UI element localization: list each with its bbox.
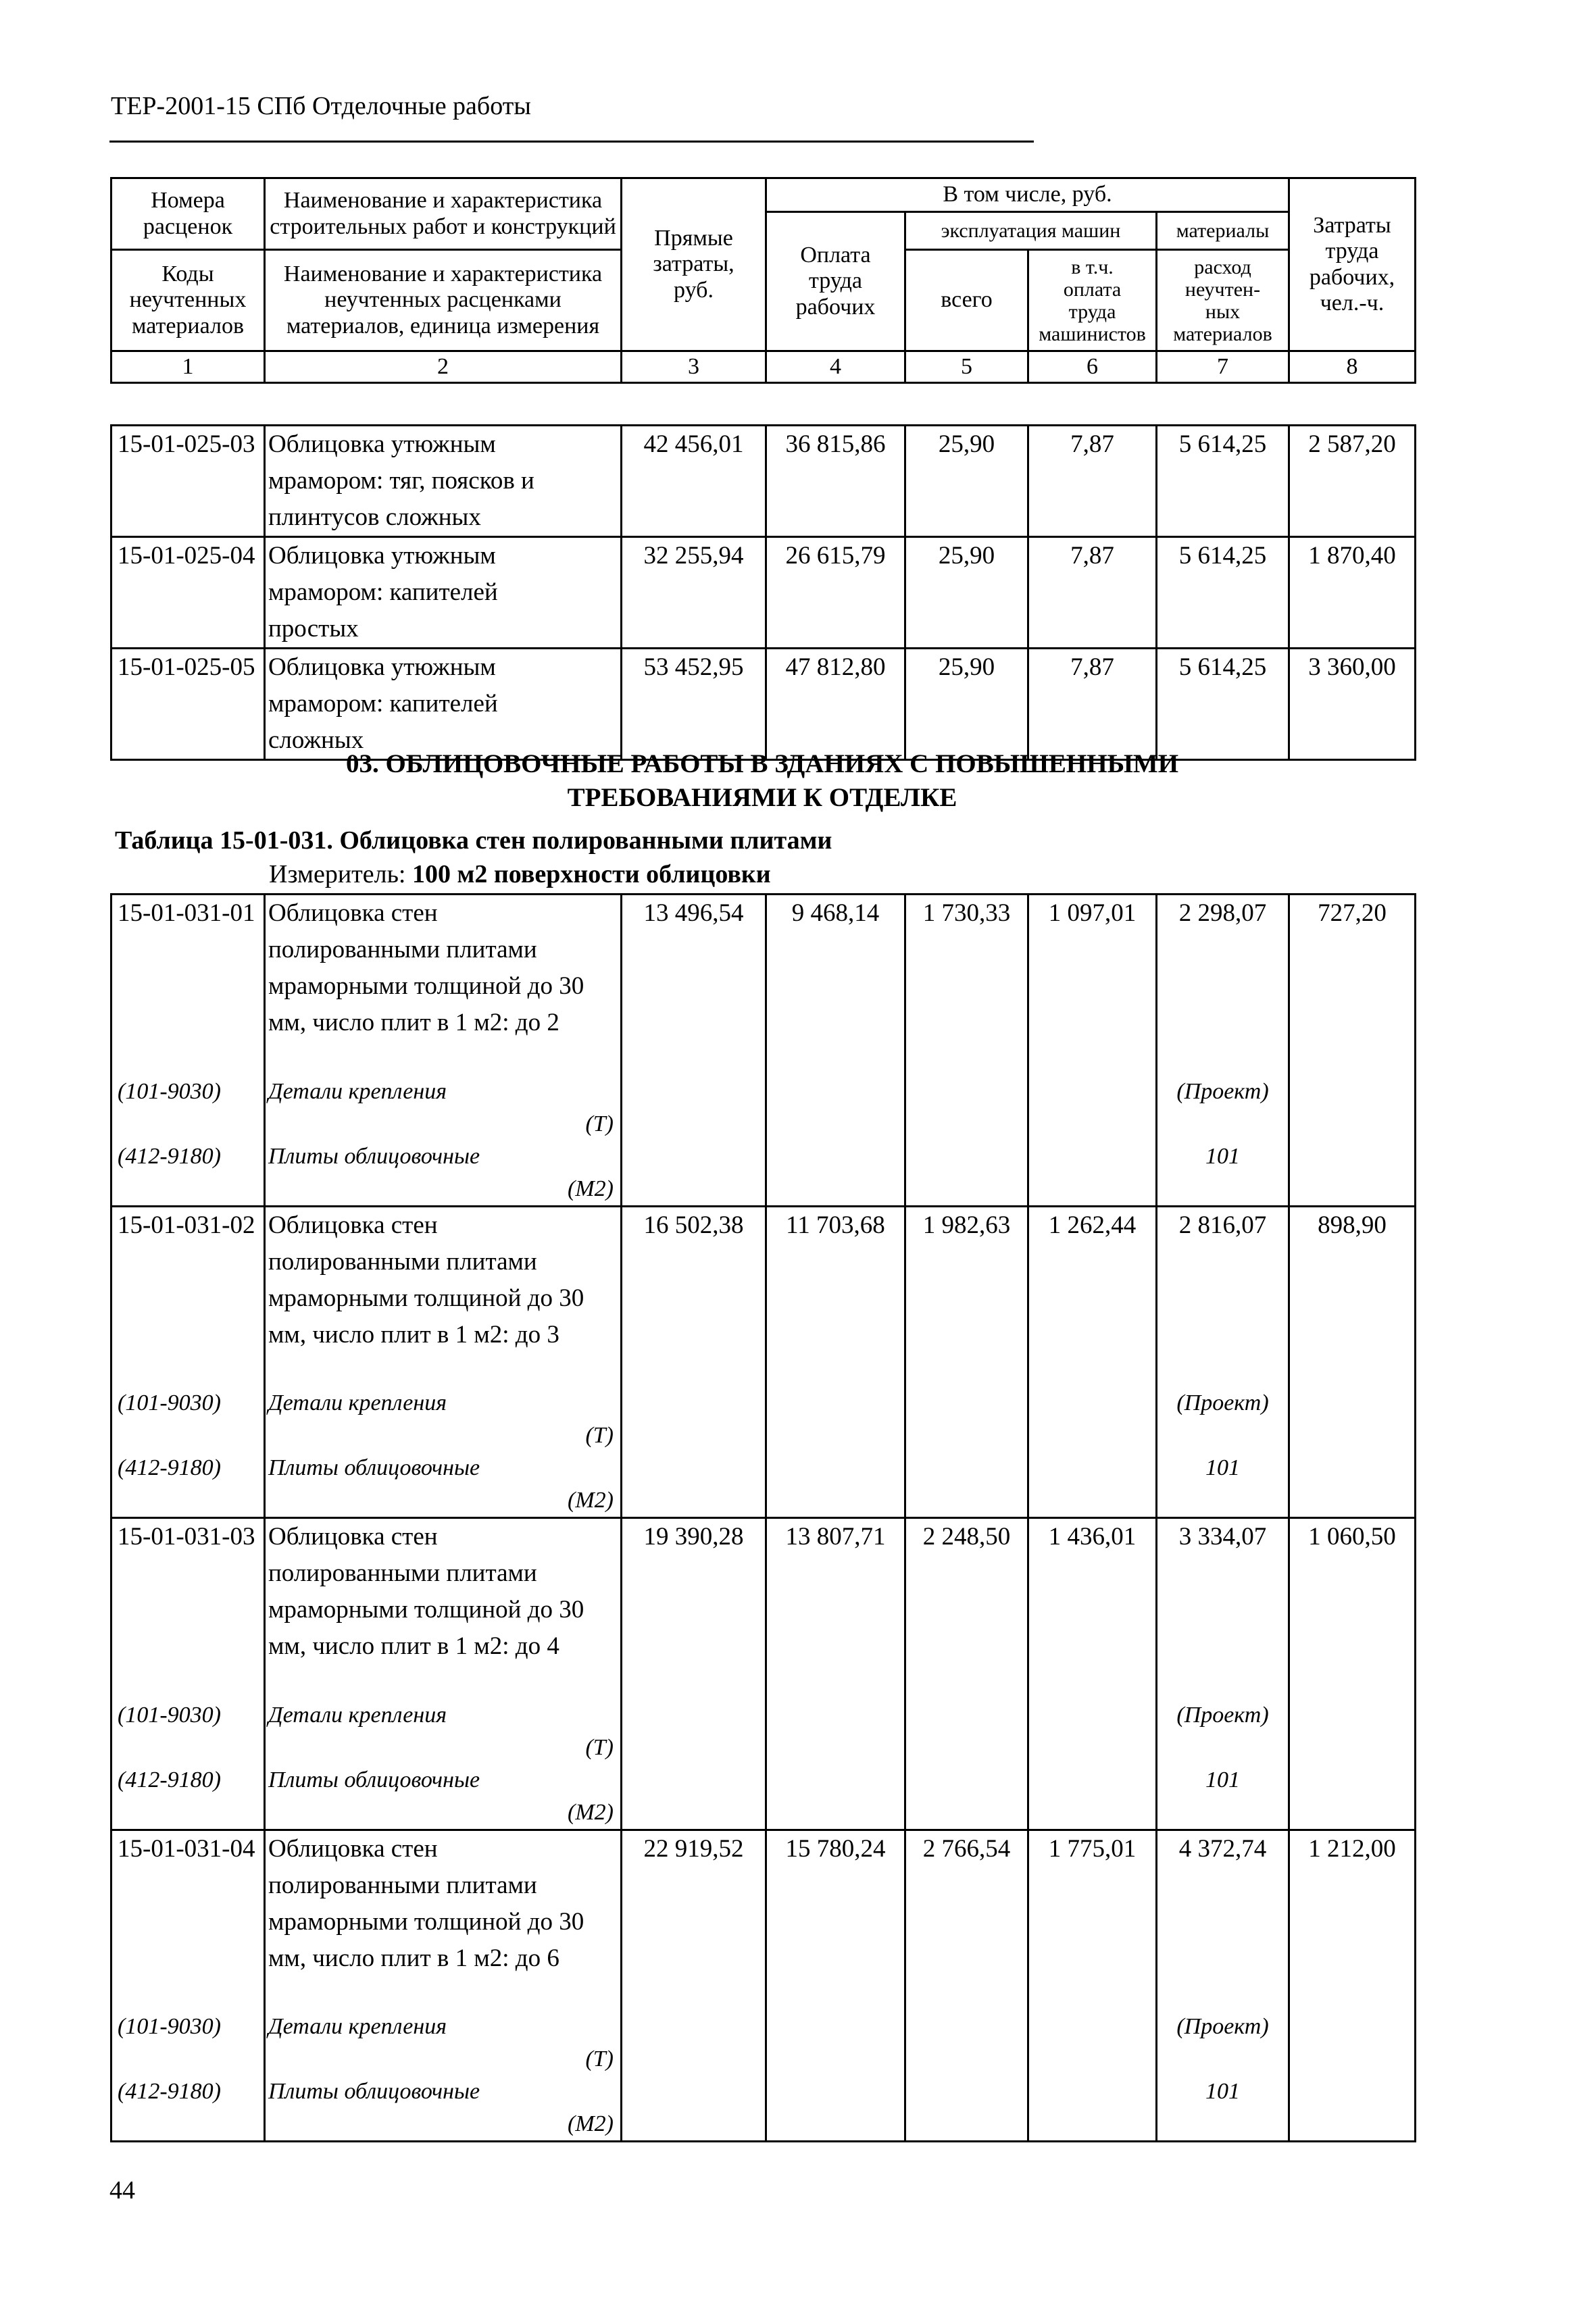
column-header-table	[110, 177, 1416, 384]
material-costs: 5 614,25	[1157, 649, 1289, 760]
material-rows	[111, 1076, 1416, 1207]
page-number: 44	[109, 2176, 135, 2205]
labor-hours: 898,90	[1289, 1206, 1416, 1387]
direct-costs: 19 390,28	[622, 1518, 766, 1699]
table-caption: Таблица 15-01-031. Облицовка стен полированными плитами	[115, 826, 832, 855]
direct-costs: 13 496,54	[622, 895, 766, 1076]
operator-costs: 7,87	[1028, 426, 1157, 537]
material-codes: (101-9030) (412-9180)	[111, 1076, 265, 1207]
section-title-line-2: ТРЕБОВАНИЯМИ К ОТДЕЛКЕ	[567, 783, 957, 812]
labor-hours: 1 212,00	[1289, 1830, 1416, 2011]
material-costs: 4 372,74	[1157, 1830, 1289, 2011]
col6-header: в т.ч. оплата труда машинистов	[1028, 250, 1157, 351]
section-title-line-1: 03. ОБЛИЦОВОЧНЫЕ РАБОТЫ В ЗДАНИЯХ С ПОВЫШЕННЫМИ	[345, 749, 1179, 778]
table-row	[111, 1206, 1416, 1387]
material-costs: 2 298,07	[1157, 895, 1289, 1076]
rate-code: 15-01-025-04	[111, 537, 265, 649]
col1-header-bottom: Коды неучтенных материалов	[111, 250, 265, 351]
material-rows	[111, 1387, 1416, 1518]
material-consumption: (Проект) 101	[1157, 2011, 1289, 2142]
material-consumption: (Проект) 101	[1157, 1076, 1289, 1207]
table-row	[111, 426, 1416, 537]
rate-code: 15-01-025-05	[111, 649, 265, 760]
col-number-1: 1	[111, 351, 265, 383]
rate-name: Облицовка утюжным мрамором: тяг, поясков и плинтусов сложных	[265, 426, 622, 537]
operator-costs: 1 436,01	[1028, 1518, 1157, 1699]
material-codes: (101-9030) (412-9180)	[111, 1699, 265, 1830]
material-consumption: (Проект) 101	[1157, 1699, 1289, 1830]
machine-costs: 2 248,50	[905, 1518, 1028, 1699]
rate-code: 15-01-031-01	[111, 895, 265, 1076]
material-names: Детали крепления (Т) Плиты облицовочные (М2)	[265, 1076, 622, 1207]
labor-costs: 36 815,86	[766, 426, 905, 537]
rate-name: Облицовка стен полированными плитами мраморными толщиной до 30 мм, число плит в 1 м2: до 3	[265, 1206, 622, 1387]
col1-header-top: Номера расценок	[111, 178, 265, 250]
measure-label: Измеритель:	[269, 860, 412, 888]
rate-code: 15-01-031-04	[111, 1830, 265, 2011]
measure-value: 100 м2 поверхности облицовки	[412, 860, 771, 888]
labor-hours: 1 060,50	[1289, 1518, 1416, 1699]
material-names: Детали крепления (Т) Плиты облицовочные (М2)	[265, 1387, 622, 1518]
col-number-6: 6	[1028, 351, 1157, 383]
labor-costs: 47 812,80	[766, 649, 905, 760]
direct-costs: 42 456,01	[622, 426, 766, 537]
labor-costs: 9 468,14	[766, 895, 905, 1076]
rate-name: Облицовка стен полированными плитами мраморными толщиной до 30 мм, число плит в 1 м2: до 6	[265, 1830, 622, 2011]
machine-costs: 25,90	[905, 426, 1028, 537]
rate-code: 15-01-025-03	[111, 426, 265, 537]
material-costs: 2 816,07	[1157, 1206, 1289, 1387]
material-codes: (101-9030) (412-9180)	[111, 2011, 265, 2142]
machine-costs: 25,90	[905, 649, 1028, 760]
labor-costs: 15 780,24	[766, 1830, 905, 2011]
labor-hours: 1 870,40	[1289, 537, 1416, 649]
material-costs: 5 614,25	[1157, 537, 1289, 649]
labor-hours: 727,20	[1289, 895, 1416, 1076]
col-number-3: 3	[622, 351, 766, 383]
col-number-5: 5	[905, 351, 1028, 383]
material-costs: 3 334,07	[1157, 1518, 1289, 1699]
rate-code: 15-01-031-03	[111, 1518, 265, 1699]
table-row	[111, 649, 1416, 760]
material-codes: (101-9030) (412-9180)	[111, 1387, 265, 1518]
col-number-8: 8	[1289, 351, 1416, 383]
col7-header: расход неучтен- ных материалов	[1157, 250, 1289, 351]
operator-costs: 7,87	[1028, 537, 1157, 649]
header-rule	[109, 141, 1034, 143]
col4-header: Оплата труда рабочих	[766, 212, 905, 351]
machine-costs: 25,90	[905, 537, 1028, 649]
rates-table-15-01-025	[110, 424, 1416, 761]
table-row	[111, 1830, 1416, 2011]
machine-costs: 1 982,63	[905, 1206, 1028, 1387]
col2-header-top: Наименование и характеристика строительных работ и конструкций	[265, 178, 622, 250]
material-consumption: (Проект) 101	[1157, 1387, 1289, 1518]
operator-costs: 1 262,44	[1028, 1206, 1157, 1387]
rates-table-15-01-031	[110, 893, 1416, 2142]
col5-header: всего	[905, 250, 1028, 351]
machines-header: эксплуатация машин	[905, 212, 1157, 250]
rate-name: Облицовка стен полированными плитами мраморными толщиной до 30 мм, число плит в 1 м2: до 4	[265, 1518, 622, 1699]
col8-header: Затраты труда рабочих, чел.-ч.	[1289, 178, 1416, 351]
labor-hours: 2 587,20	[1289, 426, 1416, 537]
page-header-title: ТЕР-2001-15 СПб Отделочные работы	[111, 92, 531, 120]
col2-header-bottom: Наименование и характеристика неучтенных расценками материалов, единица измерения	[265, 250, 622, 351]
labor-hours: 3 360,00	[1289, 649, 1416, 760]
material-rows	[111, 2011, 1416, 2142]
group-header: В том числе, руб.	[766, 178, 1289, 212]
measure-line	[269, 859, 771, 889]
table-row	[111, 1518, 1416, 1699]
table-row	[111, 537, 1416, 649]
direct-costs: 16 502,38	[622, 1206, 766, 1387]
operator-costs: 1 097,01	[1028, 895, 1157, 1076]
labor-costs: 13 807,71	[766, 1518, 905, 1699]
col-number-2: 2	[265, 351, 622, 383]
rate-name: Облицовка утюжным мрамором: капителей простых	[265, 537, 622, 649]
col3-header: Прямые затраты, руб.	[622, 178, 766, 351]
direct-costs: 32 255,94	[622, 537, 766, 649]
direct-costs: 53 452,95	[622, 649, 766, 760]
material-costs: 5 614,25	[1157, 426, 1289, 537]
rate-name: Облицовка утюжным мрамором: капителей сложных	[265, 649, 622, 760]
machine-costs: 1 730,33	[905, 895, 1028, 1076]
material-names: Детали крепления (Т) Плиты облицовочные (М2)	[265, 2011, 622, 2142]
direct-costs: 22 919,52	[622, 1830, 766, 2011]
labor-costs: 26 615,79	[766, 537, 905, 649]
col-number-4: 4	[766, 351, 905, 383]
rate-code: 15-01-031-02	[111, 1206, 265, 1387]
table-row	[111, 895, 1416, 1076]
operator-costs: 1 775,01	[1028, 1830, 1157, 2011]
material-names: Детали крепления (Т) Плиты облицовочные (М2)	[265, 1699, 622, 1830]
materials-header: материалы	[1157, 212, 1289, 250]
rate-name: Облицовка стен полированными плитами мраморными толщиной до 30 мм, число плит в 1 м2: до 2	[265, 895, 622, 1076]
operator-costs: 7,87	[1028, 649, 1157, 760]
col-number-7: 7	[1157, 351, 1289, 383]
labor-costs: 11 703,68	[766, 1206, 905, 1387]
machine-costs: 2 766,54	[905, 1830, 1028, 2011]
material-rows	[111, 1699, 1416, 1830]
